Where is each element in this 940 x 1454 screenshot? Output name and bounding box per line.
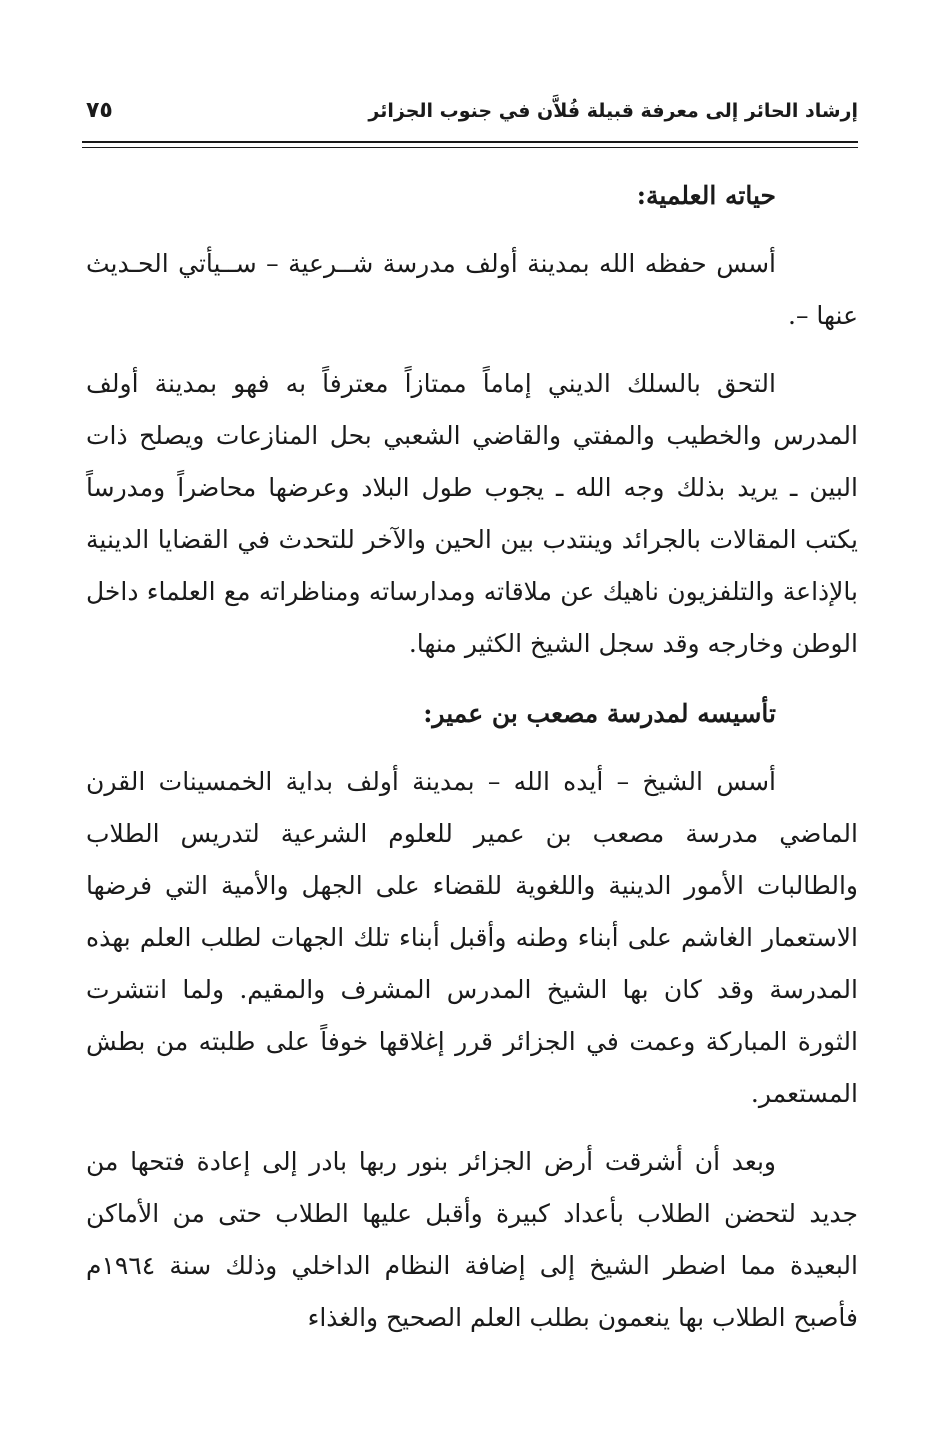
- book-title: إرشاد الحائر إلى معرفة قبيلة فُلاَّن في جنوب الجزائر: [368, 100, 858, 122]
- page-number: ٧٥: [86, 98, 113, 123]
- header-rule-thick: [82, 141, 858, 143]
- running-header: [82, 96, 858, 136]
- paragraph: وبعد أن أشرقت أرض الجزائر بنور ربها بادر إلى إعادة فتحها من جديد لتحضن الطلاب بأعداد كبيرة وأقبل عليها الطلاب حتى من الأماكن البعيدة مما اضطر الشيخ إلى إضافة النظام الداخلي وذلك سنة ١٩٦٤م فأصبح الطلاب بها ينعمون بطلب العلم الصحيح والغذاء: [86, 1147, 858, 1332]
- header-rule-thin: [82, 147, 858, 148]
- section-heading-scholarly-life: حياته العلمية:: [636, 181, 776, 210]
- section-heading-school-founding: تأسيسه لمدرسة مصعب بن عمير:: [423, 699, 776, 728]
- paragraph: التحق بالسلك الديني إماماً ممتازاً معترفاً به فهو بمدينة أولف المدرس والخطيب والمفتي والقاضي الشعبي بحل المنازعات ويصلح ذات البين ـ يريد بذلك وجه الله ـ يجوب طول البلاد وعرضها محاضراً ومدرساً يكتب المقالات بالجرائد وينتدب بين الحين والآخر للتحدث في القضايا الدينية بالإذاعة والتلفزيون ناهيك عن ملاقاته ومدارساته ومناظراته مع العلماء داخل الوطن وخارجه وقد سجل الشيخ الكثير منها.: [86, 369, 858, 658]
- page-body: [86, 168, 858, 1344]
- paragraph: أسس حفظه الله بمدينة أولف مدرسة شــرعية – ســيأتي الحـديث عنها –.: [86, 249, 858, 330]
- paragraph: أسس الشيخ – أيده الله – بمدينة أولف بداية الخمسينات القرن الماضي مدرسة مصعب بن عمير للعلوم الشرعية لتدريس الطلاب والطالبات الأمور الدينية واللغوية للقضاء على الجهل والأمية التي فرضها الاستعمار الغاشم على أبناء وطنه وأقبل أبناء تلك الجهات لطلب العلم بهذه المدرسة وقد كان بها الشيخ المدرس المشرف والمقيم. ولما انتشرت الثورة المباركة وعمت في الجزائر قرر إغلاقها خوفاً على طلبته من بطش المستعمر.: [86, 767, 858, 1108]
